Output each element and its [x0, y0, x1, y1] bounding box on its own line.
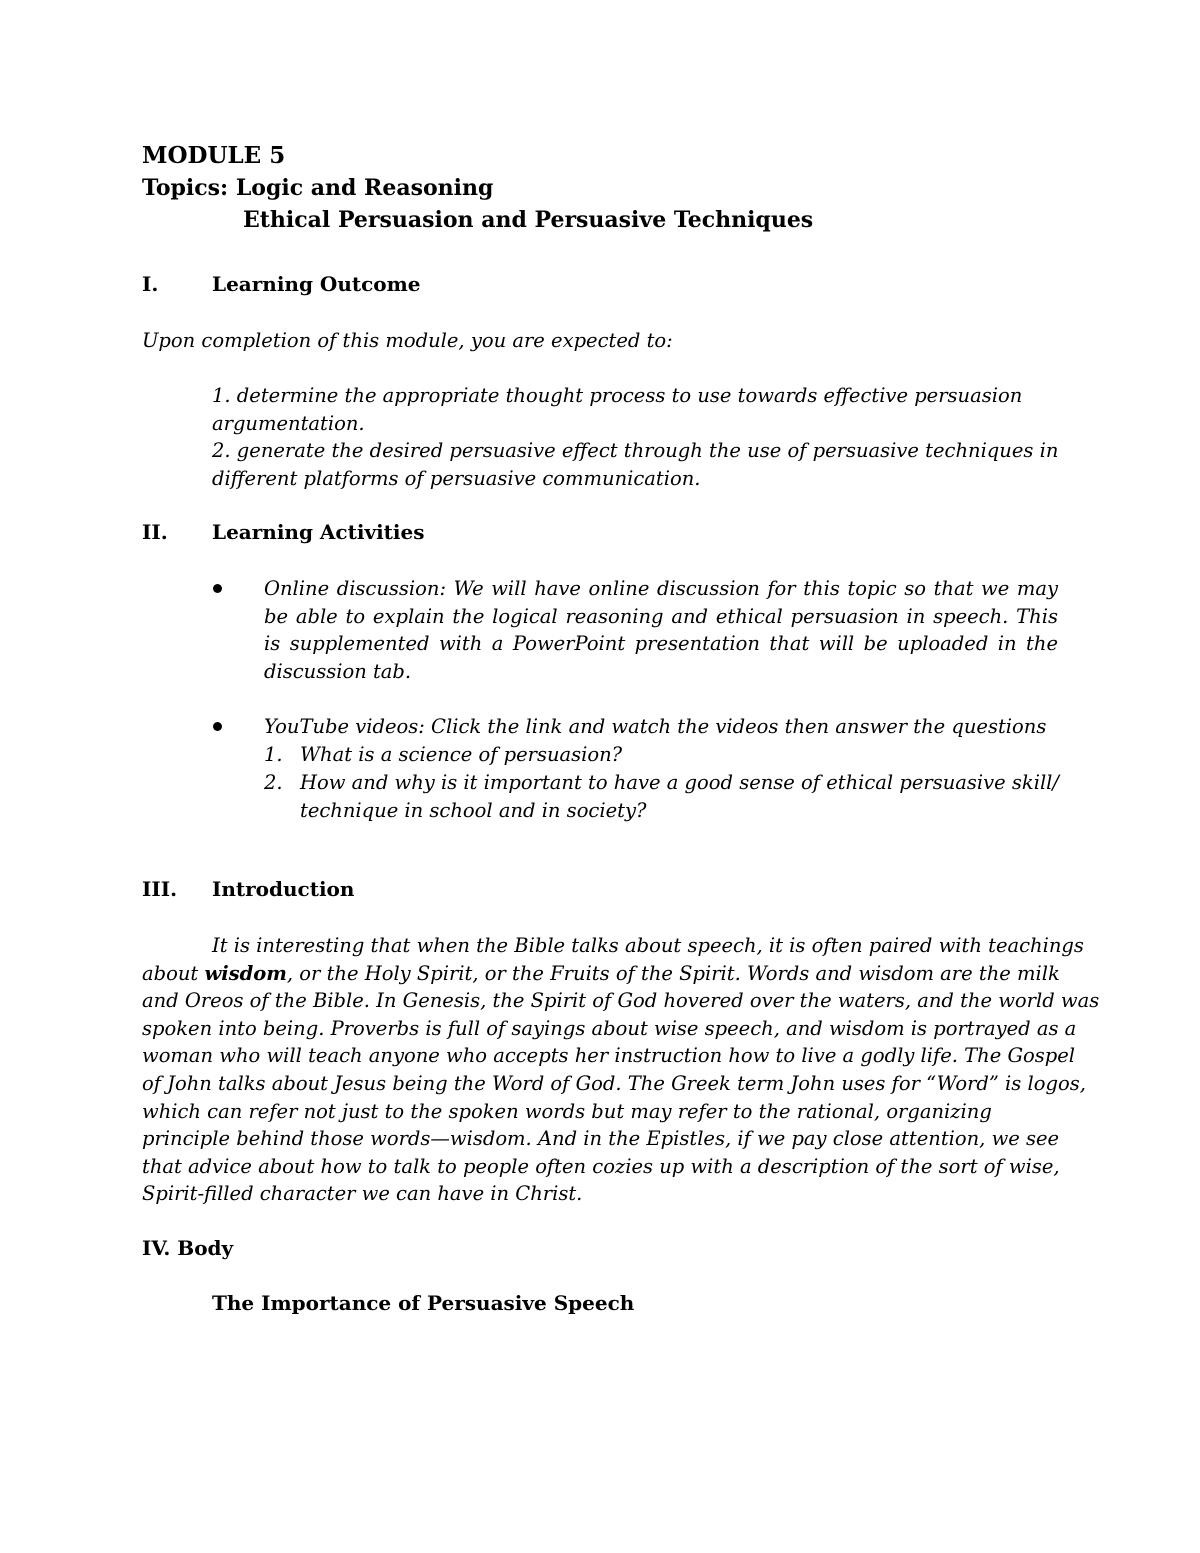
question-2-number: 2. — [264, 771, 283, 794]
intro-line: It is interesting that when the Bible talks about speech, it is often paired with teachings — [212, 934, 1084, 957]
topics-line-2: Ethical Persuasion and Persuasive Techniques — [243, 207, 814, 233]
question-2-text-line-1: How and why is it important to have a good sense of ethical persuasive skill/ — [300, 771, 1059, 794]
section-1-number: I. — [142, 272, 159, 296]
intro-line: Spirit-filled character we can have in Christ. — [142, 1182, 583, 1206]
topics-line-1: Topics: Logic and Reasoning — [142, 175, 494, 201]
outcome-1-line-1: 1. determine the appropriate thought process to use towards effective persuasion — [212, 384, 1023, 407]
module-title: MODULE 5 — [142, 142, 286, 169]
question-2-text-line-2: technique in school and in society? — [300, 799, 647, 822]
section-4-heading: IV. Body — [142, 1236, 234, 1260]
intro-line: of John talks about Jesus being the Word of God. The Greek term John uses for “Word” is logos, — [142, 1071, 1086, 1095]
question-1-number: 1. — [264, 743, 283, 766]
intro-line: principle behind those words—wisdom. And in the Epistles, if we pay close attention, we see — [142, 1127, 1060, 1151]
outcome-intro: Upon completion of this module, you are expected to: — [142, 329, 673, 352]
intro-text: , or the Holy Spirit, or the Fruits of the Spirit. Words and wisdom are the milk — [286, 961, 1060, 985]
intro-line: which can refer not just to the spoken words but may refer to the rational, organizing — [142, 1099, 992, 1123]
section-3-number: III. — [142, 877, 178, 901]
outcome-1-line-2: argumentation. — [212, 412, 365, 435]
question-1-text: What is a science of persuasion? — [300, 743, 623, 766]
bullet-youtube-videos: YouTube videos: Click the link and watch the videos then answer the questions — [264, 715, 1047, 738]
bullet-icon — [213, 584, 222, 593]
intro-line: woman who will teach anyone who accepts her instruction how to live a godly life. The Gospel — [142, 1044, 1076, 1068]
section-1-title: Learning Outcome — [212, 272, 421, 296]
intro-emphasis-wisdom: wisdom — [204, 961, 287, 985]
intro-line: and Oreos of the Bible. In Genesis, the Spirit of God hovered over the waters, and the world was — [142, 989, 1100, 1013]
intro-line — [142, 960, 1062, 988]
bullet-online-discussion: Online discussion: We will have online discussion for this topic so that we may be able to explain the logical reasoning and ethical persuasion in speech. This is supplemented with a PowerPoint presentation that will be uploaded in the discussion tab. — [264, 577, 1058, 683]
intro-text: about — [142, 961, 205, 985]
outcome-2-line-1: 2. generate the desired persuasive effect through the use of persuasive techniques in — [212, 439, 1059, 462]
section-4-subheading: The Importance of Persuasive Speech — [212, 1291, 635, 1315]
introduction-paragraph — [142, 932, 1100, 1208]
intro-line: spoken into being. Proverbs is full of sayings about wise speech, and wisdom is portrayed as a — [142, 1016, 1077, 1040]
section-2-number: II. — [142, 520, 168, 544]
section-2-title: Learning Activities — [212, 520, 425, 544]
bullet-icon — [213, 722, 222, 731]
intro-line: that advice about how to talk to people often cozies up with a description of the sort of wise, — [142, 1154, 1060, 1178]
section-3-title: Introduction — [212, 877, 355, 901]
outcome-2-line-2: different platforms of persuasive communication. — [212, 467, 701, 490]
